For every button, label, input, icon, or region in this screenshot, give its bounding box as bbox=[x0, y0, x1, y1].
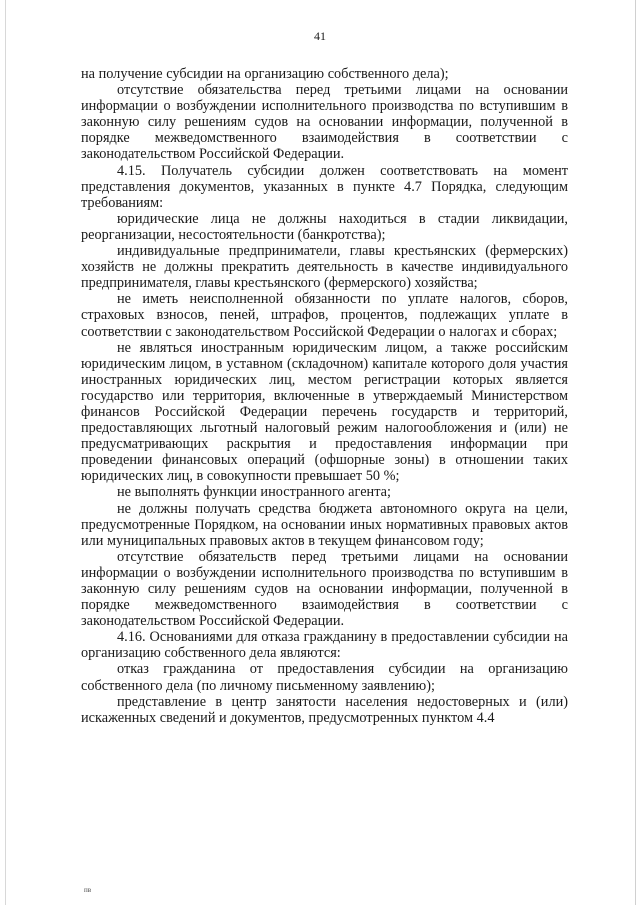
scan-edge-right bbox=[635, 0, 636, 905]
paragraph-2: отсутствие обязательства перед третьими лицами на основании информации о возбуждении исполнительного производства по вступившим в законную силу решениям судов на основании информации, полученной в порядке межведомственного взаимодействия в соответствии с законодательством Российской Федерации. bbox=[81, 82, 568, 163]
paragraph-entrepreneurs: индивидуальные предприниматели, главы крестьянских (фермерских) хозяйств не должны прекратить деятельность в качестве индивидуального предпринимателя, главы крестьянского (фермерского) хозяйства; bbox=[81, 243, 568, 292]
paragraph-4-16: 4.16. Основаниями для отказа гражданину в предоставлении субсидии на организацию собственного дела являются: bbox=[81, 629, 568, 662]
paragraph-tax-obligations: не иметь неисполненной обязанности по уплате налогов, сборов, страховых взносов, пеней, штрафов, процентов, подлежащих уплате в соответствии с законодательством Российской Федерации о налогах и сборах; bbox=[81, 291, 568, 340]
paragraph-4-15: 4.15. Получатель субсидии должен соответствовать на момент представления документов, указанных в пункте 4.7 Порядка, следующим требованиям: bbox=[81, 162, 568, 211]
footer-mark: пв bbox=[84, 886, 92, 894]
paragraph-foreign-agent: не выполнять функции иностранного агента; bbox=[117, 484, 391, 501]
paragraph-third-party-obligations: отсутствие обязательств перед третьими лицами на основании информации о возбуждении исполнительного производства по вступившим в законную силу решениям судов на основании информации, полученной в порядке межведомственного взаимодействия в соответствии с законодательством Российской Федерации. bbox=[81, 548, 568, 630]
paragraph-false-information: представление в центр занятости населения недостоверных и (или) искаженных сведений и документов, предусмотренных пунктом 4.4 bbox=[81, 693, 568, 726]
page-number: 41 bbox=[314, 29, 326, 43]
paragraph-legal-entities: юридические лица не должны находиться в стадии ликвидации, реорганизации, несостоятельности (банкротства); bbox=[81, 210, 568, 243]
paragraph-refusal: отказ гражданина от предоставления субсидии на организацию собственного дела (по личному письменному заявлению); bbox=[81, 661, 568, 694]
document-body bbox=[81, 66, 568, 726]
paragraph-1: на получение субсидии на организацию собственного дела); bbox=[81, 66, 449, 82]
paragraph-foreign-entity: не являться иностранным юридическим лицом, а также российским юридическим лицом, в уставном (складочном) капитале которого доля участия иностранных юридических лиц, местом регистрации которых является государство или территория, включенные в утверждаемый Министерством финансов Российской Федерации перечень государств и территорий, предоставляющих льготный налоговый режим налогообложения и (или) не предусматривающих раскрытия и предоставления информации при проведении финансовых операций (офшорные зоны) в отношении таких юридических лиц, в совокупности превышает 50 %; bbox=[81, 339, 568, 485]
scan-edge-left bbox=[5, 0, 6, 905]
paragraph-budget-funds: не должны получать средства бюджета автономного округа на цели, предусмотренные Порядком, на основании иных нормативных правовых актов или муниципальных правовых актов в текущем финансовом году; bbox=[81, 500, 568, 549]
